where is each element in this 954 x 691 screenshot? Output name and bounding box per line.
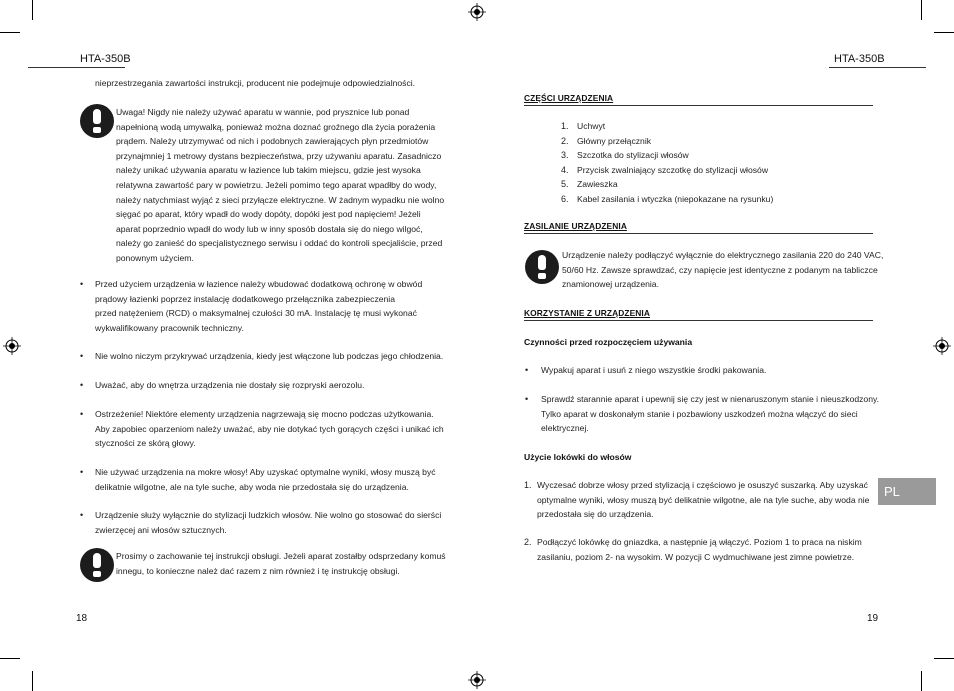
warning-text-line: ponownym użyciem.: [116, 253, 194, 263]
step-text-line: Podłączyć lokówkę do gniazdka, a następnie ją włączyć. Poziom 1 to praca na niskim: [537, 537, 862, 547]
parts-list-number: 1.: [561, 121, 569, 131]
registration-mark-icon: [468, 671, 486, 689]
section-heading-parts: CZĘŚCI URZĄDZENIA: [524, 93, 614, 103]
page-number-right: 19: [867, 613, 879, 624]
parts-list-item: Zawieszka: [577, 179, 618, 190]
parts-list-number: 4.: [561, 164, 569, 175]
warning-text-line: Prosimy o zachowanie tej instrukcji obsługi. Jeżeli aparat zostałby odsprzedany komuś: [116, 551, 446, 561]
bullet-marker: •: [80, 380, 84, 390]
bullet-text-line: Uważać, aby do wnętrza urządzenia nie dostały się rozpryski aerozolu.: [95, 380, 365, 390]
bullet-marker: •: [80, 351, 84, 361]
power-text-line: Urządzenie należy podłączyć wyłącznie do elektrycznego zasilania 220 do 240 VAC,: [562, 250, 884, 260]
bullet-marker: •: [80, 467, 84, 477]
model-name-left: HTA-350B: [80, 53, 131, 65]
warning-icon: [80, 548, 114, 582]
bullet-text-line: Sprawdź starannie aparat i upewnij się czy jest w nienaruszonym stanie i nieuszkodzony.: [541, 394, 880, 404]
parts-list-number: 2.: [561, 135, 569, 146]
step-text-line: zasilaniu, poziom 2- na wysokim. W pozycji C wydmuchiwane jest zimne powietrze.: [537, 551, 855, 562]
warning-text-line: przynajmniej 1 metrowy dystans bezpieczeństwa, przy używaniu aparatu. Zasadniczo: [116, 150, 442, 161]
header-rule-left: [28, 67, 125, 68]
step-number: 2.: [524, 537, 532, 547]
warning-text-line: aparat poprzednio wpadł do wody lub w inny sposób dostała się do niego wilgoć,: [116, 223, 423, 234]
crop-mark: [32, 0, 33, 20]
section-heading-power: ZASILANIE URZĄDZENIA: [524, 221, 627, 231]
bullet-marker: •: [525, 365, 529, 375]
intro-text: nieprzestrzegania zawartości instrukcji, producent nie podejmuje odpowiedzialności.: [95, 78, 416, 88]
crop-mark: [921, 671, 922, 691]
warning-icon: [525, 250, 559, 284]
section-heading-usage: KORZYSTANIE Z URZĄDZENIA: [524, 308, 651, 318]
bullet-marker: •: [80, 409, 84, 419]
crop-mark: [934, 32, 954, 33]
parts-list-number: 6.: [561, 194, 569, 204]
language-tab: PL: [878, 478, 936, 505]
bullet-text-line: Przed użyciem urządzenia w łazience należy wbudować dodatkową ochronę w obwód: [95, 279, 423, 289]
parts-list-number: 3.: [561, 150, 569, 161]
model-name-right: HTA-350B: [834, 53, 885, 65]
bullet-marker: •: [525, 394, 529, 404]
parts-list-item: Kabel zasilania i wtyczka (niepokazane na rysunku): [577, 194, 774, 204]
step-text-line: optymalne wyniki, włosy muszą być delikatnie wilgotne, ale na tyle suche, aby woda nie: [537, 494, 870, 505]
bullet-text-line: przed natężeniem (RCD) o maksymalnej czułości 30 mA. Instalację tę musi wykonać: [95, 308, 417, 319]
warning-text-line: prądem. Należy utrzymywać od nich i podobnych zawierających płyn przedmiotów: [116, 136, 429, 147]
registration-mark-icon: [3, 337, 21, 355]
bullet-text-line: Nie wolno niczym przykrywać urządzenia, kiedy jest włączone lub podczas jego chłodzenia.: [95, 351, 444, 361]
parts-list-item: Szczotka do stylizacji włosów: [577, 150, 689, 161]
header-rule-right: [829, 67, 926, 68]
bullet-text-line: styczności ze skórą głowy.: [95, 438, 196, 449]
warning-text-line: należy go zanieść do specjalistycznego serwisu i oddać do kontroli specjaliście, przed: [116, 238, 443, 249]
parts-list-item: Główny przełącznik: [577, 135, 652, 146]
warning-icon: [80, 104, 114, 138]
crop-mark: [0, 32, 20, 33]
warning-text-line: należy natychmiast wyjąć z sieci przyłącze elektryczne. W żadnym wypadku nie wolno: [116, 194, 445, 205]
warning-text-line: relatywna zawartość pary w powietrzu. Jeżeli pomimo tego aparat wpadłby do wody,: [116, 180, 437, 190]
warning-text-line: innegu, to konieczne należ dać razem z nim również i tę instrukcję obsługi.: [116, 565, 400, 576]
crop-mark: [32, 671, 33, 691]
registration-mark-icon: [468, 3, 486, 21]
section-rule: [524, 233, 873, 234]
crop-mark: [921, 0, 922, 20]
warning-text-line: należy unikać używania aparatu w łazience lub takim miejscu, gdzie jest wysoka: [116, 165, 421, 176]
power-text-line: 50/60 Hz. Zawsze sprawdzać, czy napięcie jest identyczne z podanym na tabliczce: [562, 264, 878, 275]
step-text-line: przedostała się do urządzenia.: [537, 509, 654, 520]
bullet-marker: •: [80, 279, 84, 289]
section-rule: [524, 320, 873, 321]
bullet-text-line: Nie używać urządzenia na mokre włosy! Aby uzyskać optymalne wyniki, włosy muszą być: [95, 467, 436, 477]
warning-text-line: Uwaga! Nigdy nie należy używać aparatu w wannie, pod prysznice lub ponad: [116, 107, 410, 117]
subheading-using-curler: Użycie lokówki do włosów: [524, 452, 632, 462]
bullet-marker: •: [80, 510, 84, 520]
step-text-line: Wyczesać dobrze włosy przed stylizacją i częściowo je osuszyć suszarką. Aby uzyskać: [537, 480, 868, 490]
parts-list-number: 5.: [561, 179, 569, 190]
bullet-text-line: Ostrzeżenie! Niektóre elementy urządzenia nagrzewają się mocno podczas użytkowania.: [95, 409, 434, 419]
power-text-line: znamionowej urządzenia.: [562, 279, 659, 290]
parts-list-item: Uchwyt: [577, 121, 606, 131]
section-rule: [524, 105, 873, 106]
crop-mark: [0, 658, 20, 659]
parts-list-item: Przycisk zwalniający szczotkę do stylizacji włosów: [577, 164, 769, 175]
bullet-text-line: delikatnie wilgotne, ale na tyle suche, aby woda nie przedostała się do urządzenia.: [95, 481, 409, 492]
bullet-text-line: elektrycznej.: [541, 423, 589, 434]
page-number-left: 18: [76, 613, 88, 624]
bullet-text-line: Urządzenie służy wyłącznie do stylizacji ludzkich włosów. Nie wolno go stosować do sierści: [95, 510, 442, 520]
bullet-text-line: Aby zapobiec oparzeniom należy uważać, aby nie dotykać tych gorących części i unikać ich: [95, 423, 444, 434]
warning-text-line: napełnioną wodą umywalką, ponieważ można doznać groźnego dla życia porażenia: [116, 121, 436, 132]
bullet-text-line: Wypakuj aparat i usuń z niego wszystkie środki pakowania.: [541, 365, 767, 375]
bullet-text-line: prądowy łazienki poprzez instalację dodatkowego przełącznika zabezpieczenia: [95, 293, 396, 304]
bullet-text-line: Tylko aparat w doskonałym stanie i pozbawiony uszkodzeń można włączyć do sieci: [541, 408, 858, 419]
bullet-text-line: wykwalifikowany pracownik techniczny.: [95, 322, 244, 333]
crop-mark: [934, 658, 954, 659]
bullet-text-line: zwierzęcej ani włosów sztucznych.: [95, 524, 227, 535]
warning-text-line: sięgać po aparat, który wpadł do wody dopóty, dopóki jest pod napięciem! Jeżeli: [116, 209, 421, 220]
step-number: 1.: [524, 480, 532, 490]
registration-mark-icon: [933, 337, 951, 355]
subheading-before-use: Czynności przed rozpoczęciem używania: [524, 337, 693, 347]
